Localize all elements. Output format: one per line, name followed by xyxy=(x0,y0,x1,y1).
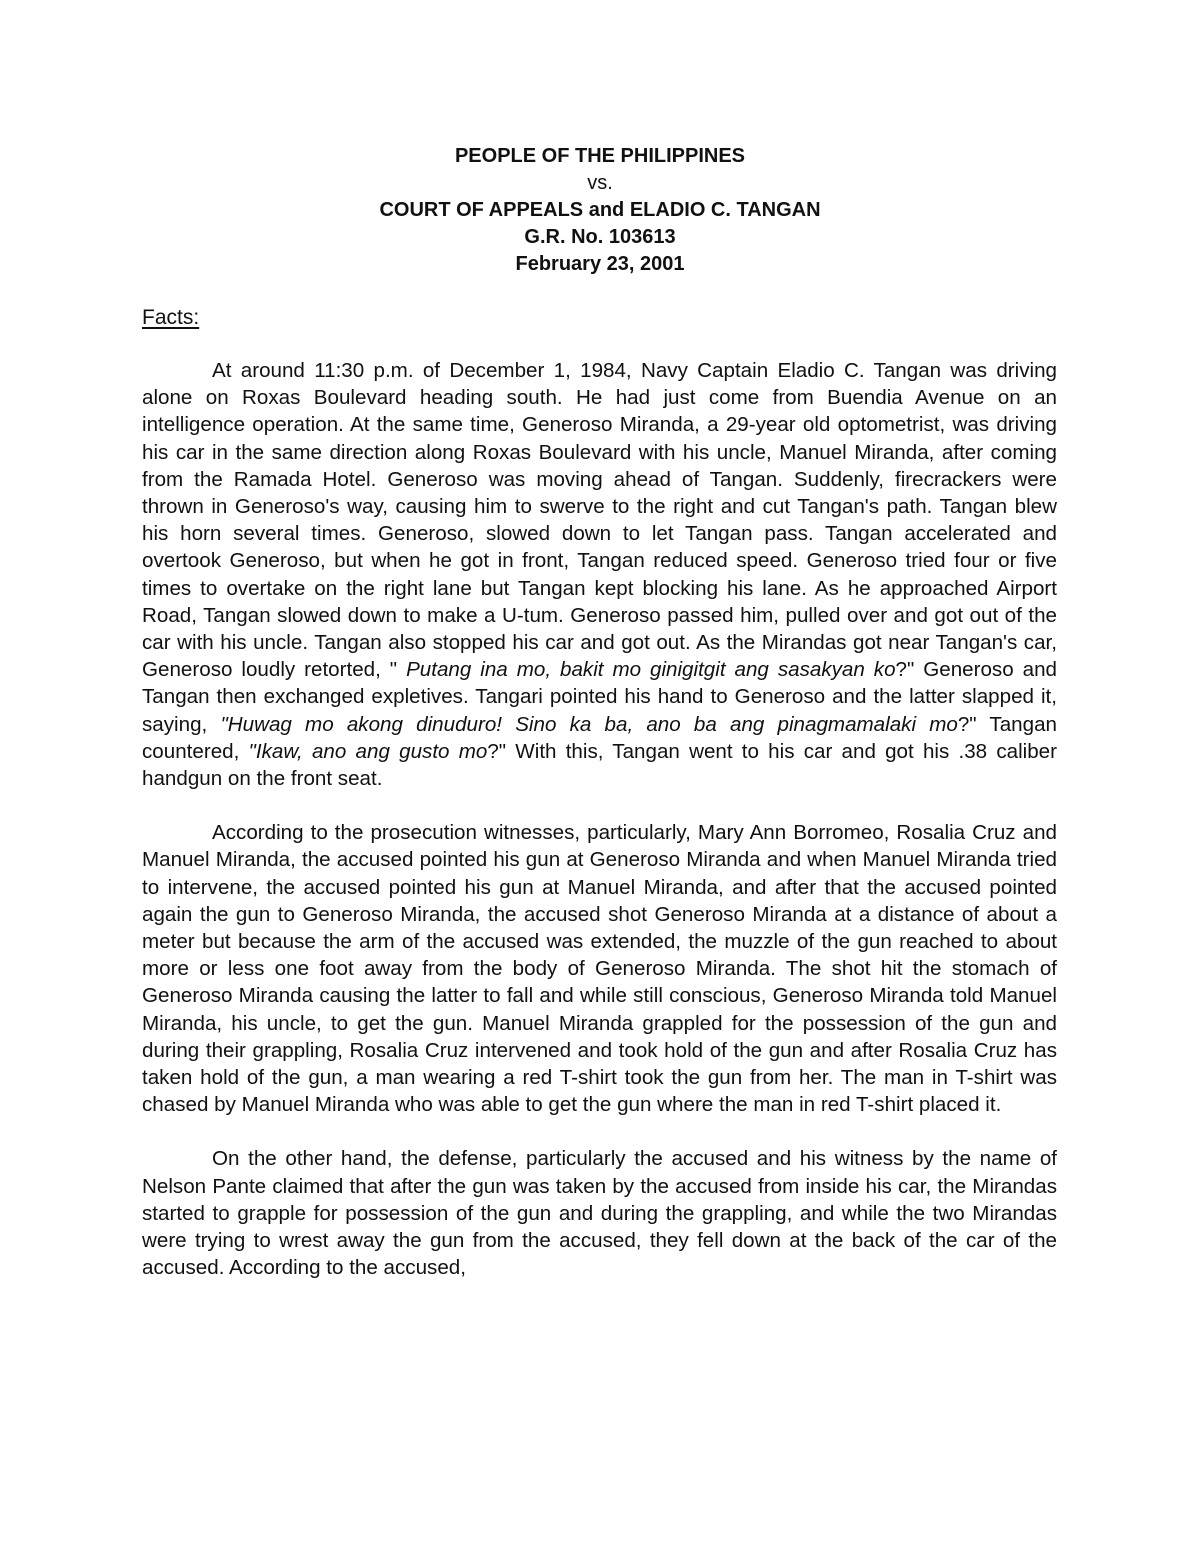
facts-heading: Facts: xyxy=(142,306,200,329)
paragraph-prosecution-version: According to the prosecution witnesses, particularly, Mary Ann Borromeo, Rosalia Cruz and Manuel Miranda, the accused pointed his gun at Generoso Miranda and when Manuel Miranda tried to intervene, the accused pointed his gun at Manuel Miranda, and after that the accused pointed again the gun to Generoso Miranda, the accused shot Generoso Miranda at a distance of about a meter but because the arm of the accused was extended, the muzzle of the gun reached to about more or less one foot away from the body of Generoso Miranda. The shot hit the stomach of Generoso Miranda causing the latter to fall and while still conscious, Generoso Miranda told Manuel Miranda, his uncle, to get the gun. Manuel Miranda grappled for the possession of the gun and during their grappling, Rosalia Cruz intervened and took hold of the gun and after Rosalia Cruz has taken hold of the gun, a man wearing a red T-shirt took the gun from her. The man in T-shirt was chased by Manuel Miranda who was able to get the gun where the man in red T-shirt placed it. xyxy=(142,821,1057,1117)
case-caption xyxy=(0,143,1200,278)
paragraph-text: ?" With this, Tangan went to his car and got his .38 caliber handgun on the front seat. xyxy=(142,739,1057,791)
case-date: February 23, 2001 xyxy=(515,253,685,275)
document-body xyxy=(142,357,1057,1282)
paragraph-defense-version: On the other hand, the defense, particularly the accused and his witness by the name of Nelson Pante claimed that after the gun was taken by the accused from inside his car, the Mirandas started to grapple for possession of the gun and during the grappling, and while the two Mirandas were trying to wrest away the gun from the accused, they fell down at the back of the car of the accused. According to the accused, xyxy=(142,1147,1057,1280)
paragraph-text: ?" Tangan countered, xyxy=(142,712,1057,763)
case-number: G.R. No. 103613 xyxy=(524,226,676,248)
paragraph-text: ?" Generoso and Tangan then exchanged expletives. Tangari pointed his hand to Generoso and the latter slapped it, saying, xyxy=(142,658,1057,736)
case-title-versus: vs. xyxy=(587,172,613,194)
quoted-utterance: Putang ina mo, bakit mo ginigitgit ang sasakyan ko xyxy=(406,658,896,682)
case-title-respondents: COURT OF APPEALS and ELADIO C. TANGAN xyxy=(379,199,821,221)
quoted-utterance: "Huwag mo akong dinuduro! Sino ka ba, ano ba ang pinagmamalaki mo xyxy=(220,712,958,736)
quoted-utterance: "Ikaw, ano ang gusto mo xyxy=(248,739,488,763)
case-title-plaintiff: PEOPLE OF THE PHILIPPINES xyxy=(454,145,746,167)
paragraph-facts-narrative xyxy=(142,357,1057,792)
paragraph-text: At around 11:30 p.m. of December 1, 1984, Navy Captain Eladio C. Tangan was driving alone on Roxas Boulevard heading south. He had just come from Buendia Avenue on an intelligence operation. At the same time, Generoso Miranda, a 29-year old optometrist, was driving his car in the same direction along Roxas Boulevard with his uncle, Manuel Miranda, after coming from the Ramada Hotel. Generoso was moving ahead of Tangan. Suddenly, firecrackers were thrown in Generoso's way, causing him to swerve to the right and cut Tangan's path. Tangan blew his horn several times. Generoso, slowed down to let Tangan pass. Tangan accelerated and overtook Generoso, but when he got in front, Tangan reduced speed. Generoso tried four or five times to overtake on the right lane but Tangan kept blocking his lane. As he approached Airport Road, Tangan slowed down to make a U-tum. Generoso passed him, pulled over and got out of the car with his uncle. Tangan also stopped his car and got out. As the Mirandas got near Tangan's car, Generoso loudly retorted, " xyxy=(142,359,1057,682)
